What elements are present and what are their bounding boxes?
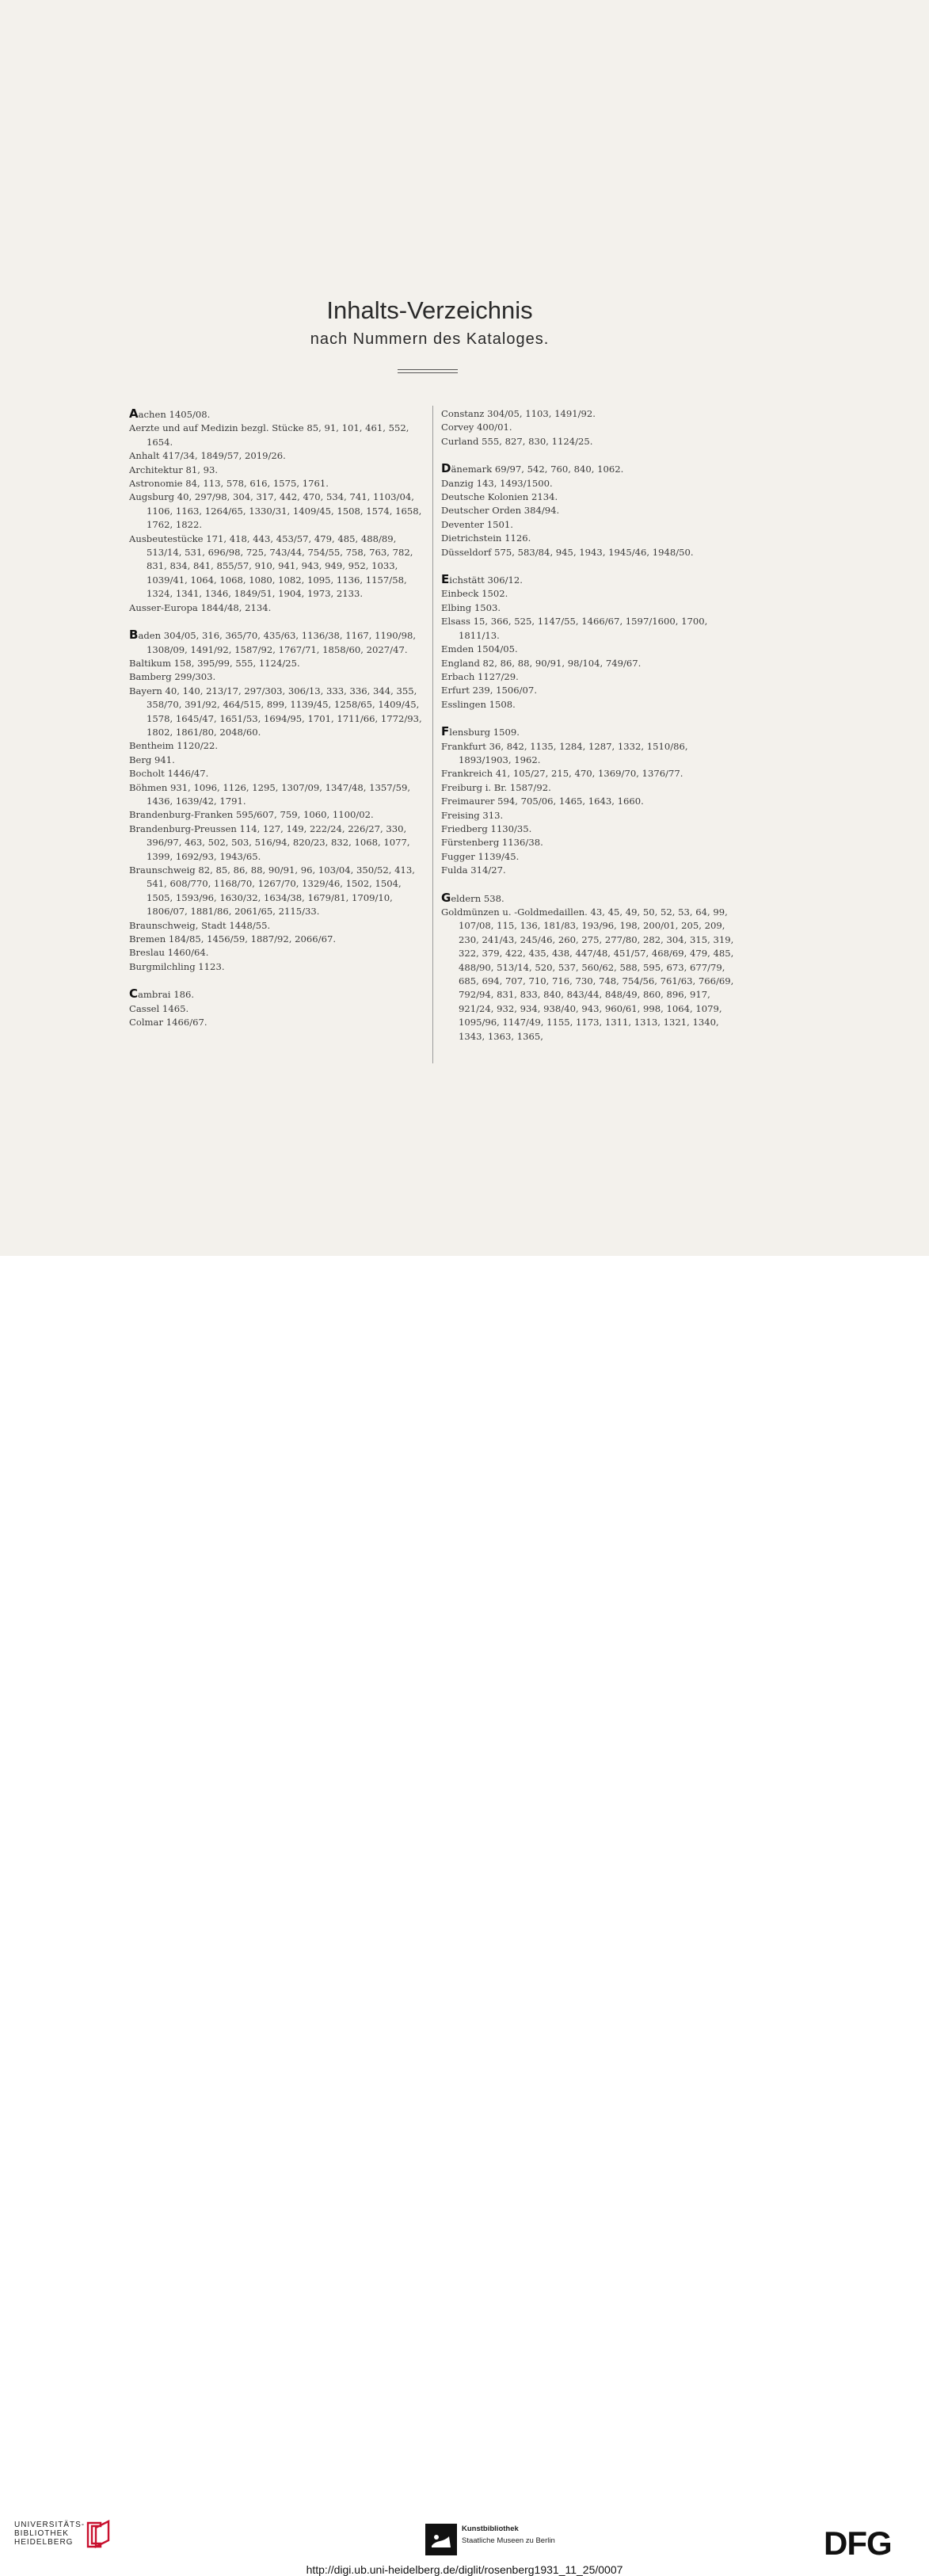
index-entry-text: Friedberg 1130/35. [441,822,532,834]
index-entry [441,504,742,517]
index-entry-text: Dietrichstein 1126. [441,532,531,544]
title-divider-second [398,372,458,373]
index-entry-text: Bocholt 1446/47. [129,768,209,780]
index-entry [441,615,742,643]
index-entry-text: Deventer 1501. [441,518,513,530]
index-entry [129,657,430,670]
index-entry-text: Fürstenberg 1136/38. [441,837,543,849]
index-entry [441,421,742,434]
index-entry-text: Architektur 81, 93. [129,464,219,475]
index-entry-text: Colmar 1466/67. [129,1017,208,1028]
index-entry-text: Freimaurer 594, 705/06, 1465, 1643, 1660. [441,796,644,807]
index-entry [129,946,430,960]
title-divider [398,369,458,370]
index-entry [129,490,430,532]
index-entry-text: ichstätt 306/12. [449,574,523,586]
index-entry [441,462,742,476]
ub-heidelberg-logo-icon [85,2520,112,2550]
index-entry-text: Freiburg i. Br. 1587/92. [441,781,551,793]
index-entry-text: Cassel 1465. [129,1002,189,1014]
index-entry-text: Constanz 304/05, 1103, 1491/92. [441,408,596,419]
index-entry-text: Braunschweig, Stadt 1448/55. [129,919,271,931]
index-entry-text: Erbach 1127/29. [441,670,519,682]
index-entry-text: Freising 313. [441,809,504,821]
index-entry [441,850,742,864]
index-entry [441,587,742,601]
index-entry-text: Elbing 1503. [441,601,501,613]
section-initial: A [129,406,139,421]
index-entry-text: England 82, 86, 88, 90/91, 98/104, 749/67. [441,657,642,669]
index-entry [129,601,430,615]
index-entry [441,532,742,545]
index-entry-text: Bamberg 299/303. [129,671,216,683]
index-entry-text: Burgmilchling 1123. [129,960,225,972]
index-entry-text: Elsass 15, 366, 525, 1147/55, 1466/67, 1597/1600, 1700, 1811/13. [441,616,708,641]
index-column-right [441,407,742,1044]
index-entry-text: Baltikum 158, 395/99, 555, 1124/25. [129,657,300,669]
index-entry-text: Brandenburg-Preussen 114, 127, 149, 222/24, 226/27, 330, 396/97, 463, 502, 503, 516/94, 820/23, 832, 1068, 1077, 1399, 1692/93, 1943/65. [129,822,410,862]
index-entry-text: ambrai 186. [138,989,195,1001]
page-subtitle: nach Nummern des Kataloges. [310,330,550,348]
index-entry [441,601,742,615]
index-entry [129,822,430,864]
index-entry-text: Augsburg 40, 297/98, 304, 317, 442, 470, 534, 741, 1103/04, 1106, 1163, 1264/65, 1330/31, 1409/45, 1508, 1574, 1658, 1762, 1822. [129,491,422,531]
index-entry [441,643,742,656]
index-entry [441,740,742,768]
page-title: Inhalts-Verzeichnis [326,296,533,324]
index-entry-text: Bremen 184/85, 1456/59, 1887/92, 2066/67. [129,933,337,945]
index-entry [441,407,742,421]
index-entry [441,546,742,559]
index-entry [441,573,742,587]
index-entry [441,725,742,739]
section-initial: F [441,724,450,739]
index-entry-text: Fulda 314/27. [441,864,506,876]
index-entry-text: Deutsche Kolonien 2134. [441,491,558,503]
index-entry [441,795,742,808]
dfg-logo: DFG [824,2524,892,2562]
section-initial: C [129,987,139,1002]
kunstbibliothek-label: Kunstbibliothek Staatliche Museen zu Berlin [462,2524,555,2545]
index-entry-text: Corvey 400/01. [441,422,512,433]
index-entry-text: Aerzte und auf Medizin bezgl. Stücke 85, 91, 101, 461, 552, 1654. [129,422,409,448]
index-entry-text: Braunschweig 82, 85, 86, 88, 90/91, 96, 103/04, 350/52, 413, 541, 608/770, 1168/70, 1267/70, 1329/46, 1502, 1504, 1505, 1593/96, 1630/32, 1634/38, 1679/81, 1709/10, 1806/07, 1881/86, 2061/65, 2115/33. [129,864,415,918]
index-entry-text: Curland 555, 827, 830, 1124/25. [441,435,593,447]
index-entry [441,698,742,712]
index-entry-text: Ausser-Europa 1844/48, 2134. [129,601,272,613]
index-entry [441,767,742,780]
index-entry [441,490,742,504]
index-entry [129,1016,430,1029]
index-entry-text: eldern 538. [451,892,504,904]
index-entry-text: Esslingen 1508. [441,698,516,710]
index-entry [441,518,742,532]
index-entry [441,684,742,697]
index-entry-text: Goldmünzen u. -Goldmedaillen. 43, 45, 49, 50, 52, 53, 64, 99, 107/08, 115, 136, 181/83, 193/96, 198, 200/01, 205, 209, 230, 241/43, 245/46, 260, 275, 277/80, 282, 304, 315, 319, 322, 379, 422, 435, 438, 447/48, 451/57, 468/69, 479, 485, 488/90, 513/14, 520, 537, 560/62, 588, 595, 673, 677/79, 685, 694, 707, 710, 716, 730, 748, 754/56, 761/63, 766/69, 792/94, 831, 833, 840, 843/44, 848/49, 860, 896, 917, 921/24, 932, 934, 938/40, 943, 960/61, 998, 1064, 1079, 1095/96, 1147/49, 1155, 1173, 1311, 1313, 1321, 1340, 1343, 1363, 1365, [441,906,734,1042]
index-entry-text: Deutscher Orden 384/94. [441,505,560,517]
section-initial: B [129,628,139,643]
index-entry [129,781,430,809]
index-entry-text: lensburg 1509. [449,727,520,738]
index-entry [129,987,430,1002]
index-entry [441,809,742,822]
index-entry-text: Bentheim 1120/22. [129,740,219,752]
column-divider [432,406,433,1063]
index-entry-text: Bayern 40, 140, 213/17, 297/303, 306/13, 333, 336, 344, 355, 358/70, 391/92, 464/515, 899, 1139/45, 1258/65, 1409/45, 1578, 1645/47, 1651/53, 1694/95, 1701, 1711/66, 1772/93, 1802, 1861/80, 2048/60. [129,685,422,738]
index-entry [129,739,430,753]
index-entry-text: Breslau 1460/64. [129,947,209,959]
index-entry-text: Erfurt 239, 1506/07. [441,685,537,696]
kunstbibliothek-logo-icon [425,2524,457,2555]
index-entry-text: Astronomie 84, 113, 578, 616, 1575, 1761. [129,478,329,490]
index-entry-text: Düsseldorf 575, 583/84, 945, 1943, 1945/46, 1948/50. [441,546,694,558]
index-entry [441,906,742,1044]
index-entry [129,407,430,422]
index-entry [129,767,430,780]
section-initial: D [441,461,451,476]
index-entry [129,449,430,463]
index-entry-text: achen 1405/08. [138,409,211,420]
index-entry [129,532,430,601]
index-entry [441,891,742,906]
index-entry [441,864,742,877]
index-column-left [129,407,430,1029]
index-entry-text: Danzig 143, 1493/1500. [441,477,553,489]
index-entry-text: Anhalt 417/34, 1849/57, 2019/26. [129,450,286,462]
index-entry-text: Ausbeutestücke 171, 418, 443, 453/57, 479, 485, 488/89, 513/14, 531, 696/98, 725, 743/44, 754/55, 758, 763, 782, 831, 834, 841, 855/57, 910, 941, 943, 949, 952, 1033, 1039/41, 1064, 1068, 1080, 1082, 1095, 1136, 1157/58, 1324, 1341, 1346, 1849/51, 1904, 1973, 2133. [129,532,413,600]
index-entry-text: Böhmen 931, 1096, 1126, 1295, 1307/09, 1347/48, 1357/59, 1436, 1639/42, 1791. [129,781,411,807]
index-entry [441,435,742,448]
index-entry-text: Einbeck 1502. [441,588,508,600]
index-entry [129,477,430,490]
index-entry-text: änemark 69/97, 542, 760, 840, 1062. [451,464,624,475]
index-entry [129,808,430,822]
index-entry-text: Berg 941. [129,754,175,765]
index-entry-text: aden 304/05, 316, 365/70, 435/63, 1136/38, 1167, 1190/98, 1308/09, 1491/92, 1587/92, 1767/71, 1858/60, 2027/47. [138,630,417,655]
index-entry [129,1002,430,1016]
scanned-page [0,0,929,1256]
index-entry-text: Brandenburg-Franken 595/607, 759, 1060, 1100/02. [129,809,374,821]
index-entry [129,628,430,657]
section-initial: G [441,890,451,905]
index-entry [129,864,430,919]
index-entry [441,781,742,795]
index-entry [129,754,430,767]
section-initial: E [441,572,450,587]
index-entry-text: Frankfurt 36, 842, 1135, 1284, 1287, 1332, 1510/86, 1893/1903, 1962. [441,740,688,765]
index-entry [129,670,430,684]
index-entry [129,933,430,946]
index-entry-text: Frankreich 41, 105/27, 215, 470, 1369/70, 1376/77. [441,768,683,780]
index-entry [129,960,430,974]
index-entry [441,822,742,836]
index-entry [441,657,742,670]
index-entry-text: Emden 1504/05. [441,643,518,655]
index-entry [441,836,742,849]
index-entry [129,422,430,449]
index-entry [129,919,430,933]
index-entry [129,464,430,477]
page-url[interactable]: http://digi.ub.uni-heidelberg.de/diglit/rosenberg1931_11_25/0007 [306,2563,623,2576]
index-entry [441,670,742,684]
index-entry [441,477,742,490]
index-entry [129,685,430,740]
index-entry-text: Fugger 1139/45. [441,850,520,862]
ub-heidelberg-label: UNIVERSITÄTS- BIBLIOTHEK HEIDELBERG [14,2521,86,2547]
viewer-footer [0,1256,929,2576]
